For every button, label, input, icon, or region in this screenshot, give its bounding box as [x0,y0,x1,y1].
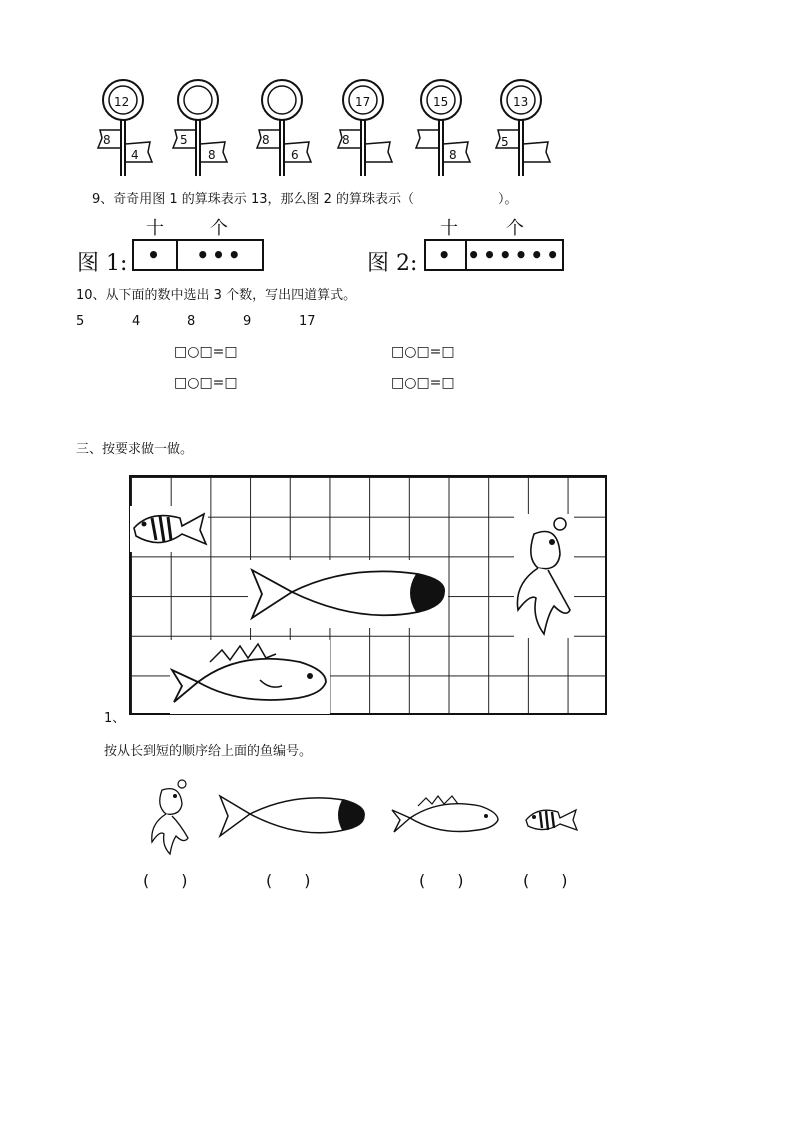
flower-6-center: 13 [513,95,529,109]
fig2-label: 图 2: [367,251,418,276]
flower-1-right: 4 [131,148,139,162]
fig1-abacus [132,239,264,271]
q10-number-3: 8 [187,314,196,329]
instruction-text: 按从长到短的顺序给上面的鱼编号。 [104,744,313,759]
flower-1-center: 12 [114,95,130,109]
flower-5 [414,78,474,178]
flower-3-left: 8 [262,133,270,147]
goldfish-small-icon [150,778,190,856]
q10-number-1: 5 [76,314,85,329]
q10-number-2: 4 [132,314,141,329]
flower-2-right: 8 [208,148,216,162]
answer-paren-1[interactable]: ( ) [143,871,188,890]
fig1-ones-beads: ••• [176,241,262,269]
flower-1-left: 8 [103,133,111,147]
long-fish-icon [248,560,448,628]
fig2-tens-header: 十 [440,218,458,239]
q9-answer-close: ）。 [498,192,518,207]
q10-formula-4[interactable]: □○□=□ [391,375,455,391]
goldfish-icon [514,514,574,638]
answer-paren-2[interactable]: ( ) [266,871,311,890]
fig1-tens-beads: • [147,243,163,267]
q10-formula-2[interactable]: □○□=□ [391,344,455,360]
answer-paren-4[interactable]: ( ) [523,871,568,890]
fig1-label: 图 1: [77,251,128,276]
flower-5-right: 8 [449,148,457,162]
small-fish-small-icon [524,804,578,836]
fig1-ones-header: 个 [210,218,228,239]
flower-3 [255,78,315,178]
q10-number-5: 17 [299,314,316,329]
fig2-abacus [424,239,564,271]
flower-6-left: 5 [501,135,509,149]
flower-1 [96,78,156,178]
flower-4-left: 8 [342,133,350,147]
flower-3-right: 6 [291,148,299,162]
section3-title: 三、按要求做一做。 [76,442,194,457]
small-fish-icon [130,506,208,552]
q10-number-4: 9 [243,314,252,329]
long-fish-small-icon [218,790,368,842]
fig2-ones-header: 个 [506,218,524,239]
flower-2 [171,78,231,178]
flower-5-center: 15 [433,95,449,109]
flower-4 [336,78,396,178]
fig1-tens-header: 十 [146,218,164,239]
answer-paren-3[interactable]: ( ) [419,871,464,890]
q10-formula-1[interactable]: □○□=□ [174,344,238,360]
flower-2-left: 5 [180,133,188,147]
big-fish-icon [170,640,330,714]
flower-6 [494,78,554,178]
q10-formula-3[interactable]: □○□=□ [174,375,238,391]
q9-answer-blank[interactable] [420,186,496,206]
fig2-ones-beads: •••••• [467,243,562,267]
flower-4-center: 17 [355,95,371,109]
big-fish-small-icon [390,794,502,840]
q9-text: 9、奇奇用图 1 的算珠表示 13，那么图 2 的算珠表示（ [92,192,415,207]
fig2-tens-beads: • [437,243,454,267]
item1-label: 1、 [104,711,126,726]
q10-text: 10、从下面的数中选出 3 个数，写出四道算式。 [76,288,357,303]
